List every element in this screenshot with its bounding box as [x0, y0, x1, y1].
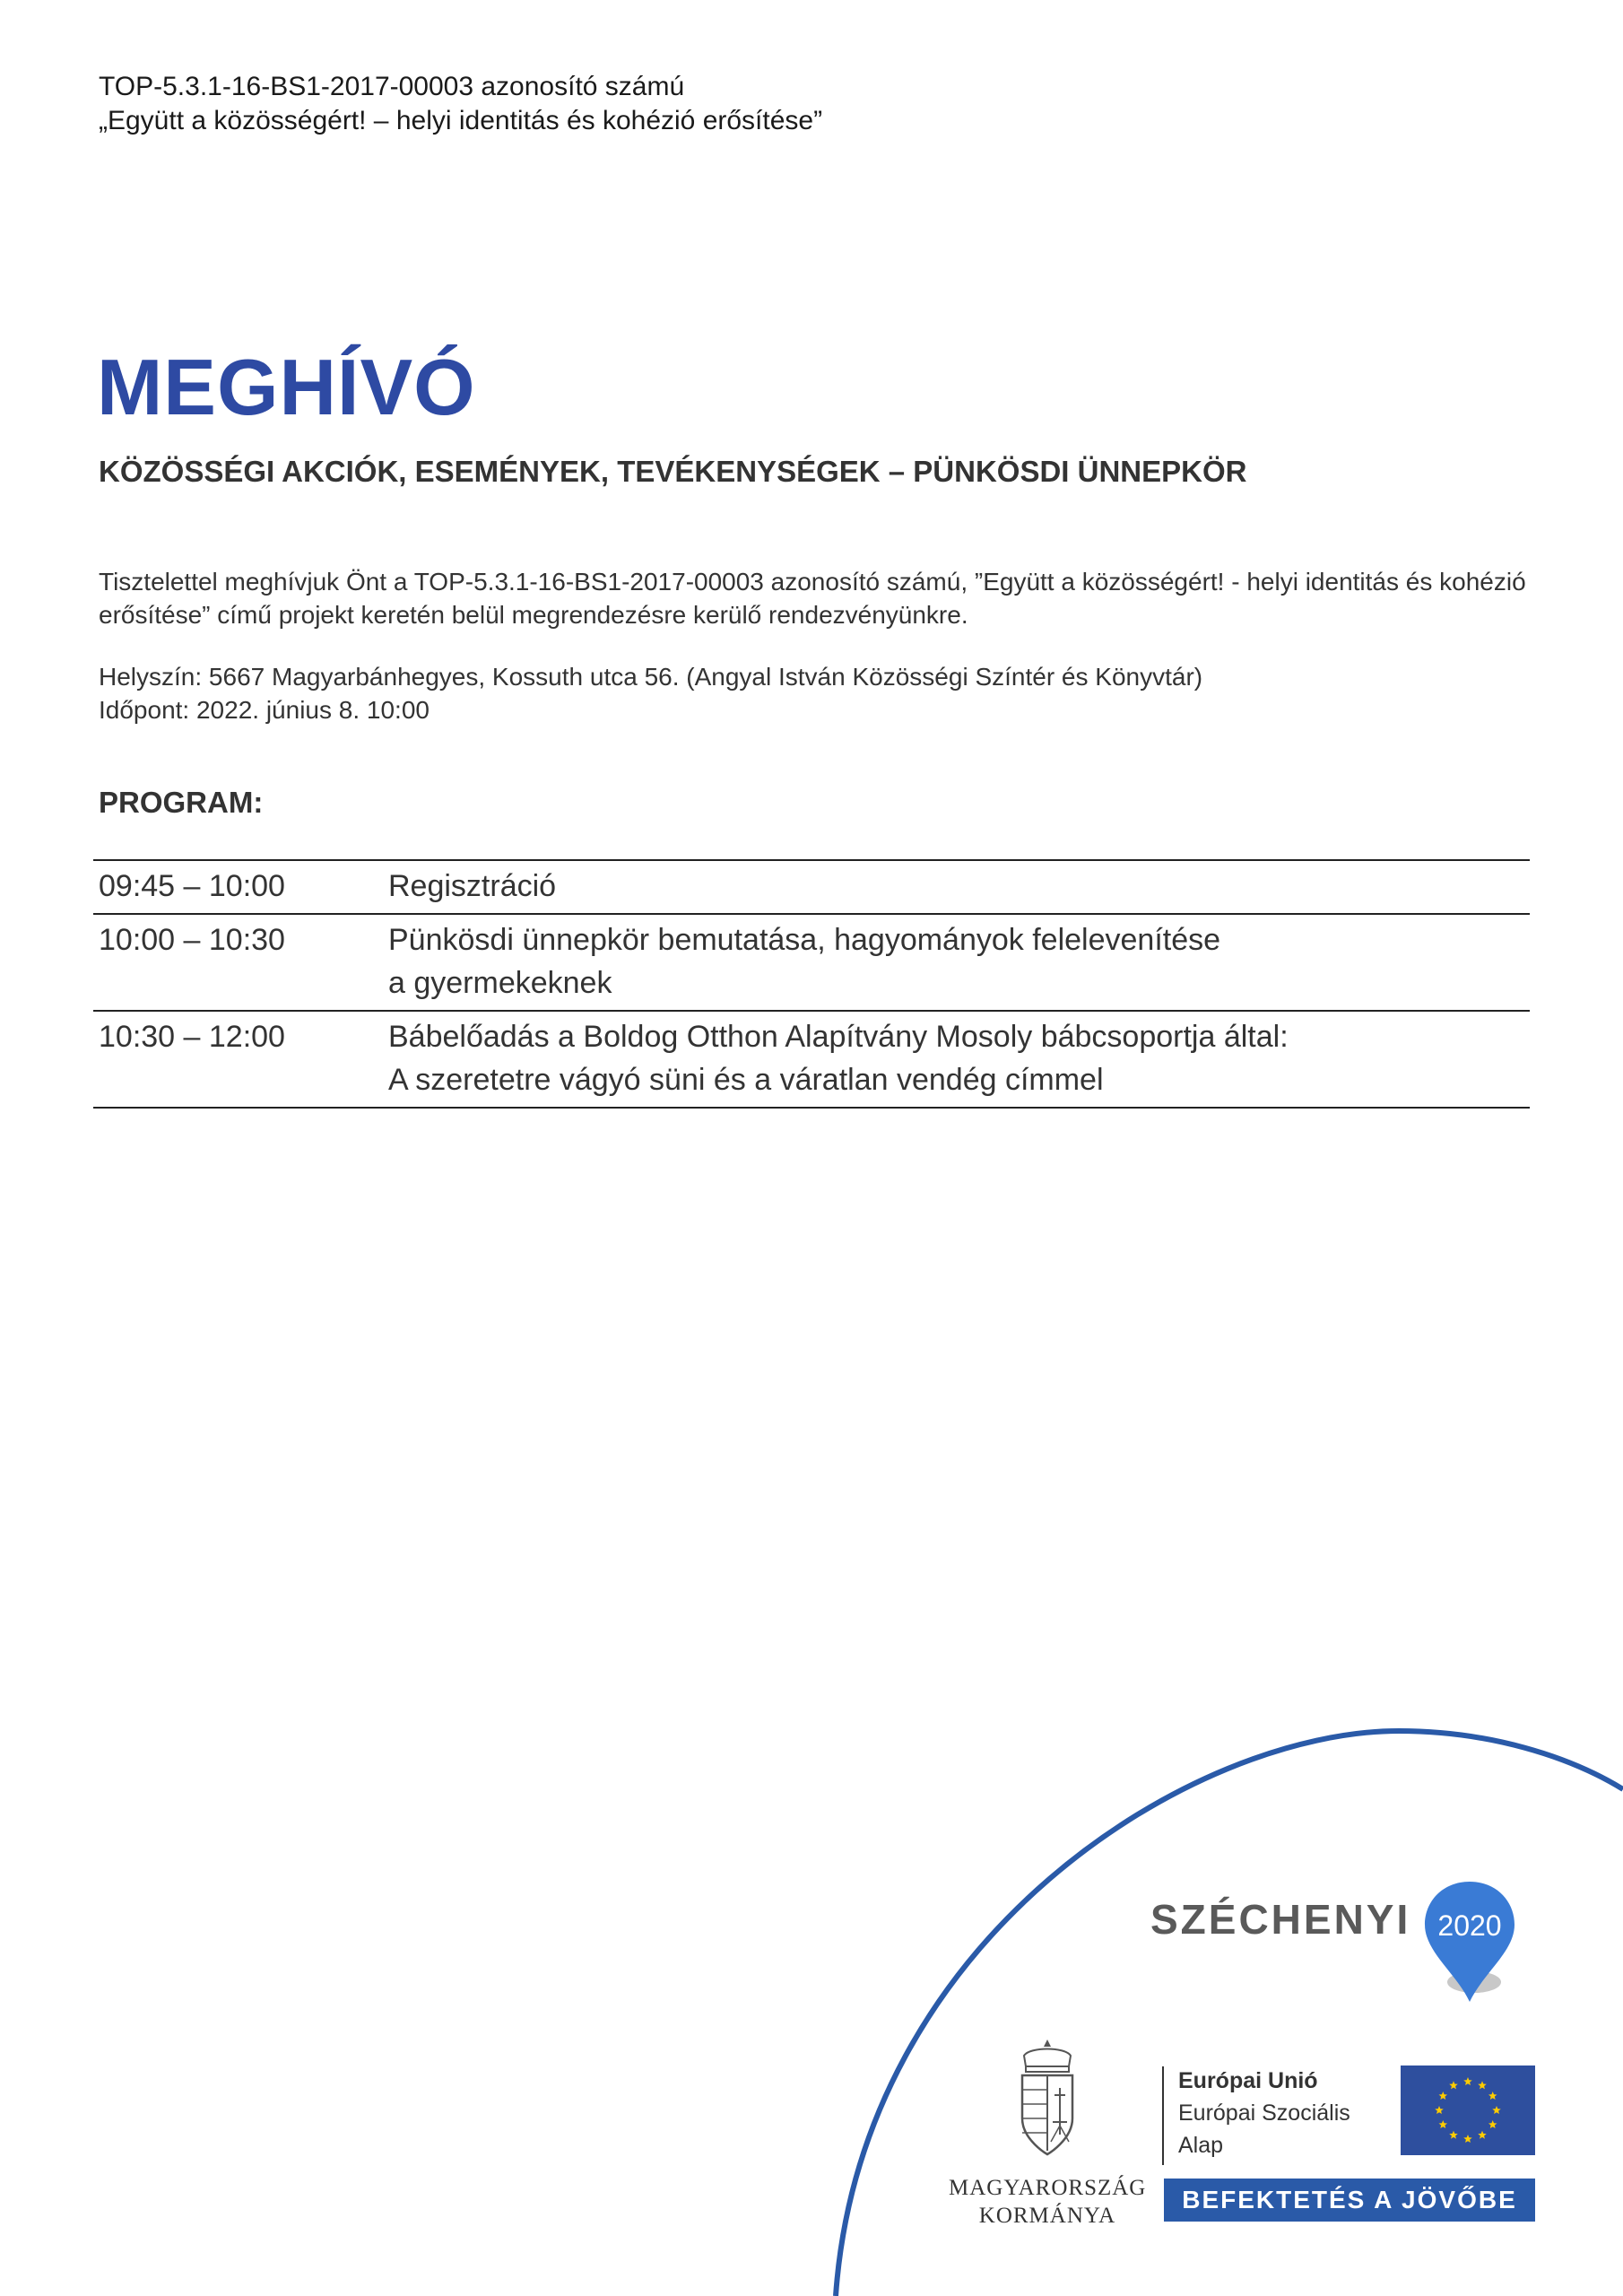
eu-line-2: Európai Szociális	[1178, 2100, 1350, 2126]
government-line-2: KORMÁNYA	[978, 2204, 1116, 2228]
eu-line-3: Alap	[1178, 2133, 1224, 2158]
program-activity-line: Bábelőadás a Boldog Otthon Alapítvány Mosoly bábcsoportja által:	[388, 1020, 1289, 1054]
page-subtitle: KÖZÖSSÉGI AKCIÓK, ESEMÉNYEK, TEVÉKENYSÉGEK – PÜNKÖSDI ÜNNEPKÖR	[99, 455, 1247, 488]
eu-flag-icon	[1401, 2066, 1535, 2155]
program-heading: PROGRAM:	[99, 786, 264, 819]
eu-logo-text	[1178, 2065, 1350, 2161]
szechenyi-pin-icon	[1420, 1874, 1519, 2009]
program-activity-line: Regisztráció	[388, 869, 557, 903]
page-title: MEGHÍVÓ	[97, 343, 476, 431]
intro-paragraph: Tisztelettel meghívjuk Önt a TOP-5.3.1-16-BS1-2017-00003 azonosító számú, ”Együtt a közösségért! - helyi identitás és kohézió erősítése” című projekt keretén belül megrendezésre kerülő rendezvényünkre.	[99, 568, 1526, 629]
government-line-1: MAGYARORSZÁG	[949, 2176, 1147, 2200]
program-time: 09:45 – 10:00	[99, 869, 285, 903]
hungarian-crest-icon	[1011, 2036, 1083, 2161]
program-time: 10:00 – 10:30	[99, 923, 285, 957]
program-time: 10:30 – 12:00	[99, 1020, 285, 1054]
program-activity-line: Pünkösdi ünnepkör bemutatása, hagyományok felelevenítése	[388, 923, 1221, 957]
eu-line-1: Európai Unió	[1178, 2068, 1318, 2093]
eu-divider	[1162, 2066, 1164, 2165]
program-activity-line: a gyermekeknek	[388, 966, 612, 1000]
szechenyi-logo-text: SZÉCHENYI	[1150, 1896, 1411, 1943]
szechenyi-year: 2020	[1437, 1909, 1502, 1942]
program-activity-line: A szeretetre vágyó süni és a váratlan vendég címmel	[388, 1063, 1104, 1097]
invest-banner: BEFEKTETÉS A JÖVŐBE	[1164, 2179, 1535, 2222]
government-logo-text	[949, 2174, 1146, 2230]
project-name-line: „Együtt a közösségért! – helyi identitás és kohézió erősítése”	[99, 106, 823, 135]
project-id-line: TOP-5.3.1-16-BS1-2017-00003 azonosító számú	[99, 72, 685, 101]
event-location: Helyszín: 5667 Magyarbánhegyes, Kossuth utca 56. (Angyal István Közösségi Színtér és Könyvtár)	[99, 663, 1203, 691]
event-time: Időpont: 2022. június 8. 10:00	[99, 696, 430, 724]
